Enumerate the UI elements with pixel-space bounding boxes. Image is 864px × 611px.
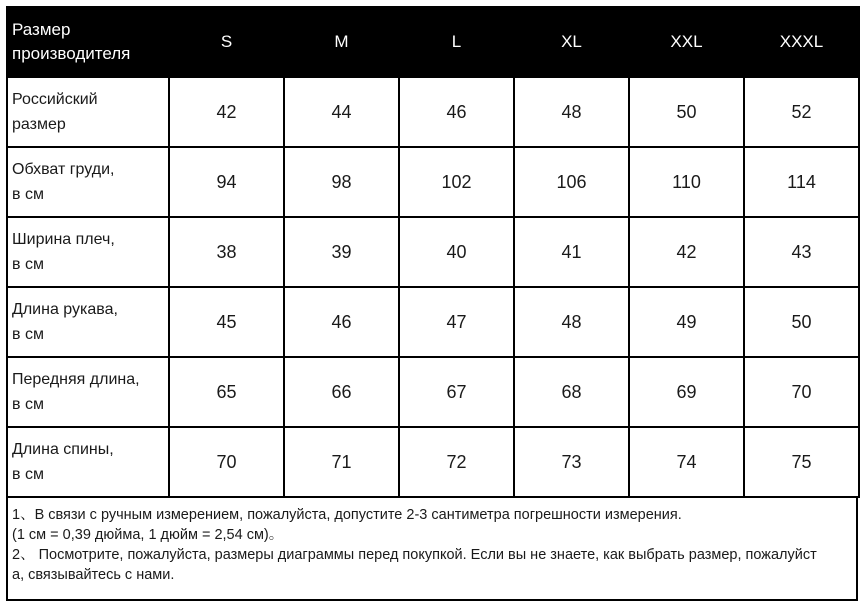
size-chart — [6, 6, 858, 601]
table-cell: 48 — [514, 77, 629, 147]
row-label — [7, 357, 169, 427]
row-label — [7, 77, 169, 147]
table-row — [7, 217, 859, 287]
table-cell: 73 — [514, 427, 629, 497]
table-cell: 110 — [629, 147, 744, 217]
table-cell: 68 — [514, 357, 629, 427]
table-cell: 75 — [744, 427, 859, 497]
table-cell: 44 — [284, 77, 399, 147]
note-line: (1 см = 0,39 дюйма, 1 дюйм = 2,54 см)。 — [12, 527, 284, 543]
table-row — [7, 357, 859, 427]
row-label-line: Обхват груди, — [12, 161, 115, 178]
table-cell: 43 — [744, 217, 859, 287]
size-header-l: L — [399, 7, 514, 77]
table-row — [7, 77, 859, 147]
table-cell: 72 — [399, 427, 514, 497]
table-cell: 49 — [629, 287, 744, 357]
table-cell: 38 — [169, 217, 284, 287]
table-cell: 66 — [284, 357, 399, 427]
table-row — [7, 147, 859, 217]
row-label-line: Передняя длина, — [12, 371, 140, 388]
row-label — [7, 147, 169, 217]
note-line: 1、В связи с ручным измерением, пожалуйста, допустите 2-3 сантиметра погрешности измерения. — [12, 507, 682, 523]
table-cell: 65 — [169, 357, 284, 427]
size-header-s: S — [169, 7, 284, 77]
table-cell: 69 — [629, 357, 744, 427]
row-label-line: Российский — [12, 91, 98, 108]
table-cell: 45 — [169, 287, 284, 357]
table-cell: 74 — [629, 427, 744, 497]
row-label-line: в см — [12, 186, 44, 203]
table-cell: 46 — [399, 77, 514, 147]
table-cell: 70 — [169, 427, 284, 497]
row-label — [7, 217, 169, 287]
table-row — [7, 287, 859, 357]
table-cell: 42 — [169, 77, 284, 147]
table-cell: 42 — [629, 217, 744, 287]
table-cell: 46 — [284, 287, 399, 357]
table-cell: 50 — [629, 77, 744, 147]
table-cell: 70 — [744, 357, 859, 427]
header-label-line: производителя — [12, 44, 131, 63]
table-cell: 48 — [514, 287, 629, 357]
size-header-xxl: XXL — [629, 7, 744, 77]
size-header-m: M — [284, 7, 399, 77]
table-cell: 114 — [744, 147, 859, 217]
table-cell: 50 — [744, 287, 859, 357]
header-label-line: Размер — [12, 20, 71, 39]
row-label-line: размер — [12, 116, 66, 133]
row-label-line: в см — [12, 466, 44, 483]
table-cell: 71 — [284, 427, 399, 497]
size-header-xl: XL — [514, 7, 629, 77]
row-label — [7, 287, 169, 357]
notes-box — [6, 498, 858, 601]
row-label-line: Длина рукава, — [12, 301, 118, 318]
row-label-line: в см — [12, 256, 44, 273]
note-line: а, связывайтесь с нами. — [12, 567, 175, 583]
table-cell: 94 — [169, 147, 284, 217]
size-table — [6, 6, 860, 498]
row-label-line: в см — [12, 396, 44, 413]
table-cell: 52 — [744, 77, 859, 147]
table-cell: 102 — [399, 147, 514, 217]
header-row — [7, 7, 859, 77]
row-label-line: в см — [12, 326, 44, 343]
row-label — [7, 427, 169, 497]
note-line: 2、 Посмотрите, пожалуйста, размеры диаграммы перед покупкой. Если вы не знаете, как выбрать размер, пожалуйст — [12, 547, 817, 563]
header-label-cell — [7, 7, 169, 77]
table-cell: 98 — [284, 147, 399, 217]
table-cell: 40 — [399, 217, 514, 287]
table-cell: 106 — [514, 147, 629, 217]
table-cell: 67 — [399, 357, 514, 427]
size-header-xxxl: XXXL — [744, 7, 859, 77]
table-cell: 47 — [399, 287, 514, 357]
table-cell: 41 — [514, 217, 629, 287]
table-cell: 39 — [284, 217, 399, 287]
row-label-line: Длина спины, — [12, 441, 114, 458]
row-label-line: Ширина плеч, — [12, 231, 115, 248]
table-row — [7, 427, 859, 497]
